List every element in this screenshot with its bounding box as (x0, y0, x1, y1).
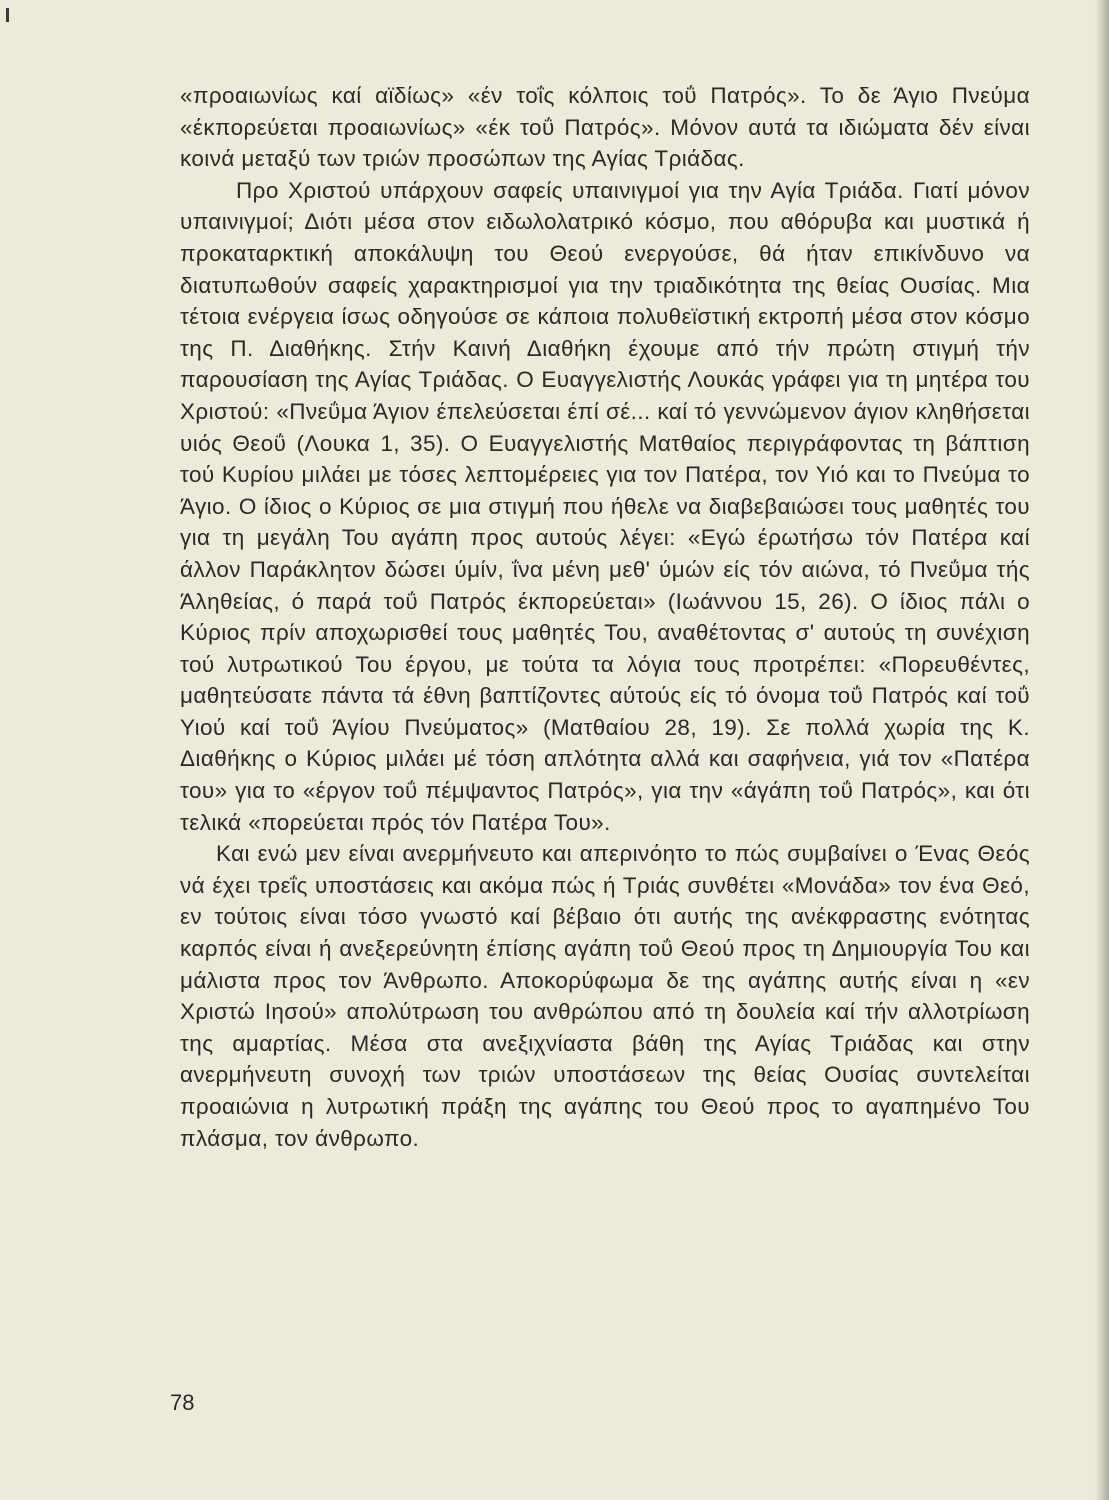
paragraph-3: Και ενώ μεν είναι ανερμήνευτο και απερινόητο το πώς συμβαίνει ο Ένας Θεός νά έχει τρεΐς υποστάσεις και ακόμα πώς ή Τριάς συνθέτει «Μονάδα» τον ένα Θεό, εν τούτοις είναι τόσο γνωστό καί βέβαιο ότι αυτής της ανέκφραστης ενότητας καρπός είναι ή ανεξερεύνητη έπίσης αγάπη τοΰ Θεού προς τη Δημιουργία Του και μάλιστα προς τον Άνθρωπο. Αποκορύφωμα δε της αγάπης αυτής είναι η «εν Χριστώ Ιησού» απολύτρωση του ανθρώπου από τη δουλεία καί τήν αλλοτρίωση της αμαρτίας. Μέσα στα ανεξιχνίαστα βάθη της Αγίας Τριάδας και στην ανερμήνευτη συνοχή των τριών υποστάσεων της θείας Ουσίας συντελείται προαιώνια η λυτρωτική πράξη της αγάπης του Θεού προς το αγαπημένο Του πλάσμα, τον άνθρωπο. (180, 841, 1030, 1151)
paragraph-1: «προαιωνίως καί αϊδίως» «έν τοΐς κόλποις τοΰ Πατρός». Το δε Άγιο Πνεύμα «έκπορεύεται προαιωνίως» «έκ τοΰ Πατρός». Μόνον αυτά τα ιδιώματα δέν είναι κοινά μεταξύ των τριών προσώπων της Αγίας Τριάδας. (180, 83, 1030, 172)
body-text (180, 80, 1030, 1154)
paragraph-2: Προ Χριστού υπάρχουν σαφείς υπαινιγμοί για την Αγία Τριάδα. Γιατί μόνον υπαινιγμοί; Διότι μέσα στον ειδωλολατρικό κόσμο, που αθόρυβα και μυστικά ή προκαταρκτική αποκάλυψη του Θεού ενεργούσε, θά ήταν επικίνδυνο να διατυπωθούν σαφείς χαρακτηρισμοί για την τριαδικότητα της θείας Ουσίας. Μια τέτοια ενέργεια ίσως οδηγούσε σε κάποια πολυθεϊστική εκτροπή μέσα στον κόσμο της Π. Διαθήκης. Στήν Καινή Διαθήκη έχουμε από τήν πρώτη στιγμή τήν παρουσίαση της Αγίας Τριάδας. Ο Ευαγγελιστής Λουκάς γράφει για τη μητέρα του Χριστού: «Πνεΰμα Άγιον έπελεύσεται έπί σέ... καί τό γεννώμενον άγιον κληθήσεται υιός Θεοΰ (Λουκα 1, 35). Ο Ευαγγελιστής Ματθαίος περιγράφοντας τη βάπτιση τού Κυρίου μιλάει με τόσες λεπτομέρειες για τον Πατέρα, τον Υιό και το Πνεύμα το Άγιο. Ο ίδιος ο Κύριος σε μια στιγμή που ήθελε να διαβεβαιώσει τους μαθητές του για τη μεγάλη Του αγάπη προς αυτούς λέγει: «Εγώ έρωτήσω τόν Πατέρα καί άλλον Παράκλητον δώσει ύμίν, ΐνα μένη μεθ' ύμών είς τόν αιώνα, τό Πνεΰμα τής Άληθείας, ό παρά τοΰ Πατρός έκπορεύεται» (Ιωάννου 15, 26). Ο ίδιος πάλι ο Κύριος πρίν αποχωρισθεί τους μαθητές Του, αναθέτοντας σ' αυτούς τη συνέχιση τού λυτρωτικού Του έργου, με τούτα τα λόγια τους προτρέπει: «Πορευθέντες, μαθητεύσατε πάντα τά έθνη βαπτίζοντες αύτούς είς τό όνομα τοΰ Πατρός καί τοΰ Υιού καί τοΰ Άγίου Πνεύματος» (Ματθαίου 28, 19). Σε πολλά χωρία της Κ. Διαθήκης ο Κύριος μιλάει μέ τόση απλότητα αλλά και σαφήνεια, γιά τον «Πατέρα του» για το «έργον τοΰ πέμψαντος Πατρός», για την «άγάπη τοΰ Πατρός», και ότι τελικά «πορεύεται πρός τόν Πατέρα Του». (180, 177, 1030, 835)
spine-shadow (1095, 0, 1109, 1500)
page-number: 78 (170, 1390, 195, 1415)
scan-mark (6, 8, 9, 22)
